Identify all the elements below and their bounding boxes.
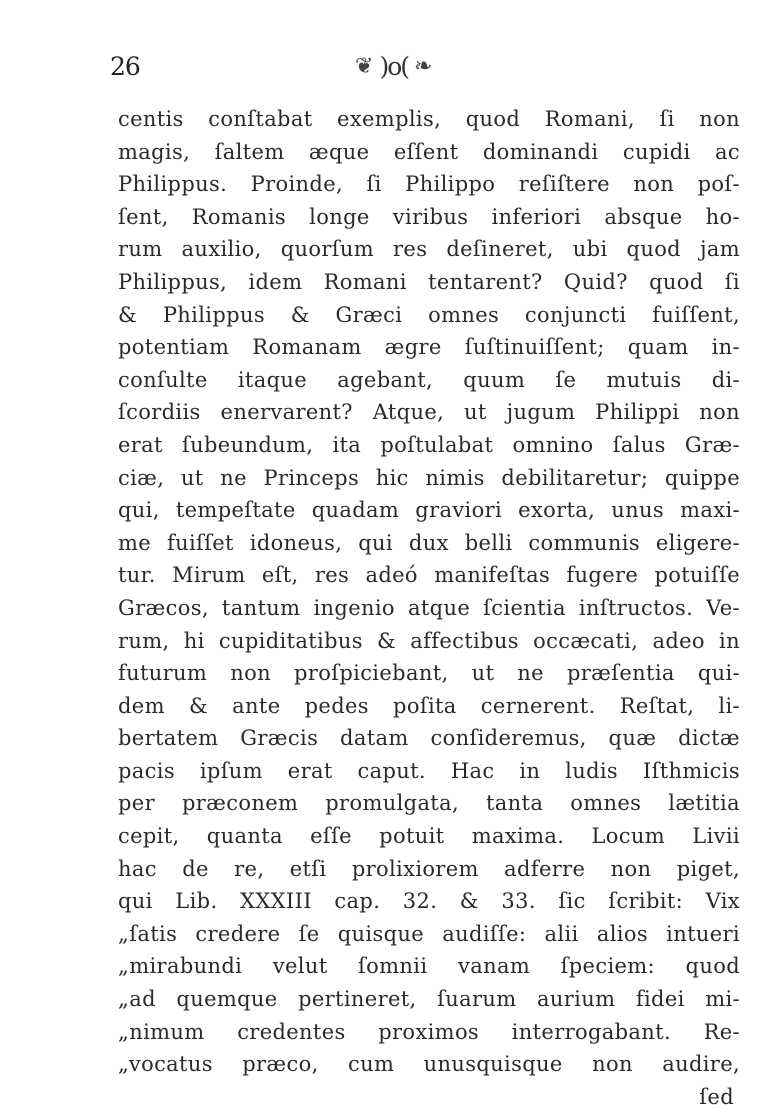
text-line: futurum non proſpiciebant, ut ne præſentia qui- [118,661,740,686]
text-line: „ſatis credere ſe quisque audiſſe: alii alios intueri [118,921,740,946]
text-line: & Philippus & Græci omnes conjuncti fuiſſent, [118,302,740,327]
text-line: hac de re, etſi prolixiorem adferre non piget, [118,856,740,881]
text-line: Græcos, tantum ingenio atque ſcientia inſtructos. Ve- [118,595,740,620]
page-header [0,52,780,92]
text-line: „mirabundi velut ſomnii vanam ſpeciem: quod [118,954,740,979]
page-number: 26 [110,52,140,81]
text-line: qui, tempeſtate quadam graviori exorta, unus maxi- [118,498,740,523]
text-line: bertatem Græcis datam conſideremus, quæ dictæ [118,726,740,751]
catchword: ſed [699,1084,734,1109]
text-line: ſcordiis enervarent? Atque, ut jugum Philippi non [118,400,740,425]
text-line: „vocatus præco, cum unusquisque non audire, [118,1052,740,1077]
text-line: magis, ſaltem æque eſſent dominandi cupidi ac [118,139,740,164]
text-line: qui Lib. XXXIII cap. 32. & 33. ſic ſcribit: Vix [118,889,740,914]
body-text [118,103,740,1113]
text-line: me fuiſſet idoneus, qui dux belli communis eligere- [118,530,740,555]
text-line: potentiam Romanam ægre ſuſtinuiſſent; quam in- [118,335,740,360]
text-line: pacis ipſum erat caput. Hac in ludis Iſthmicis [118,758,740,783]
text-line: „nimum credentes proximos interrogabant. Re- [118,1019,740,1044]
text-line: centis conſtabat exemplis, quod Romani, ſi non [118,107,740,131]
ornament-center: )o( [379,52,408,81]
ornament-left-icon: ❦ [355,54,374,79]
text-line: tur. Mirum eſt, res adeó manifeſtas fugere potuiſſe [118,563,740,588]
text-line: ciæ, ut ne Princeps hic nimis debilitaretur; quippe [118,465,740,490]
text-line: conſulte itaque agebant, quum ſe mutuis di- [118,367,740,392]
ornament-right-icon: ❧ [414,54,433,79]
text-line: Philippus. Proinde, ſi Philippo reſiſtere non poſ- [118,172,740,197]
text-line: rum, hi cupiditatibus & affectibus occæcati, adeo in [118,628,740,653]
text-line: cepit, quanta eſſe potuit maxima. Locum Livii [118,824,740,849]
header-ornament [355,52,432,81]
text-line: per præconem promulgata, tanta omnes lætitia [118,791,740,816]
text-line: ſent, Romanis longe viribus inferiori absque ho- [118,204,740,229]
text-line: erat ſubeundum, ita poſtulabat omnino ſalus Græ- [118,432,740,457]
text-line: Philippus, idem Romani tentarent? Quid? quod ſi [118,269,740,294]
text-line: „ad quemque pertineret, ſuarum aurium fidei mi- [118,987,740,1012]
text-line: dem & ante pedes poſita cernerent. Reſtat, li- [118,693,740,718]
text-line: rum auxilio, quorſum res deſineret, ubi quod jam [118,237,740,262]
